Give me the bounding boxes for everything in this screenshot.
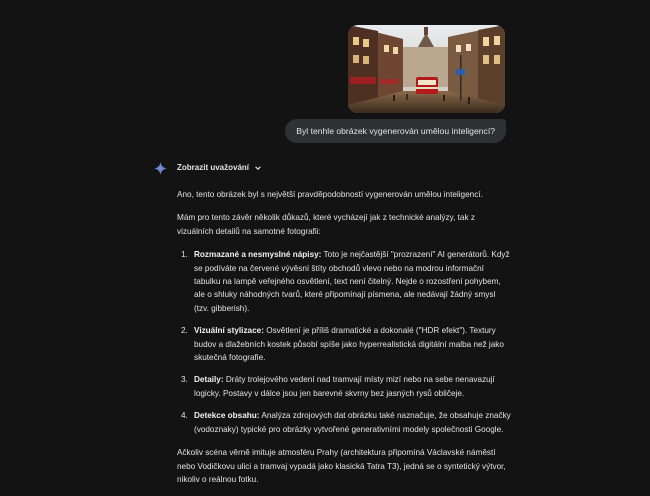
list-number: 3. (181, 375, 188, 385)
list-item-title: Detekce obsahu: (194, 411, 260, 421)
list-number: 1. (181, 250, 188, 260)
list-item-title: Rozmazané a nesmyslné nápisy: (194, 250, 322, 260)
list-item-text: Osvětlení je příliš dramatické a dokonalé ("HDR efekt"). Textury budov a dlažebních kostek působí spíše jako hyperrealistická digitální malba než jako skutečná fotografie. (194, 326, 504, 363)
assistant-response (177, 188, 512, 496)
list-number: 4. (181, 411, 188, 421)
show-thinking-label: Zobrazit uvažování (177, 163, 250, 172)
response-lead: Mám pro tento závěr několik důkazů, které vycházejí jak z technické analýzy, tak z vizuálních detailů na samotné fotografii: (177, 213, 475, 236)
list-item (177, 409, 512, 436)
chevron-down-icon (254, 164, 262, 172)
uploaded-image[interactable] (348, 25, 505, 113)
gemini-spark-icon (154, 162, 167, 175)
list-item-text: Toto je nejčastější "prozrazení" AI generátorů. Když se podíváte na červené vývěsní štíty obchodů vlevo nebo na modrou informační tabulku na lampě veřejného osvětlení, text není čitelný. Nejde o rozostření pohybem, ale o shluky náhodných tvarů, které připomínají písmena, ale nedávají žádný smysl (tzv. gibberish). (194, 250, 510, 313)
list-item (177, 324, 512, 364)
evidence-list (177, 248, 512, 436)
list-item (177, 248, 512, 315)
list-item-text: Dráty trolejového vedení nad tramvají místy mizí nebo na sebe nenavazují logicky. Postavy v dálce jsou jen barevné skvrny bez jasných rysů obličeje. (194, 375, 495, 398)
list-item-title: Detaily: (194, 375, 224, 385)
response-conclusion: Ačkoliv scéna věrně imituje atmosféru Prahy (architektura připomíná Václavské náměstí nebo Vodičkovu ulici a tramvaj vypadá jako klasická Tatra T3), jedná se o syntetický výtvor, nikoliv o reálnou fotku. (177, 448, 506, 484)
response-intro: Ano, tento obrázek byl s největší pravděpodobností vygenerován umělou inteligencí. (177, 190, 483, 199)
user-prompt-bubble (285, 119, 506, 143)
list-item-text: Analýza zdrojových dat obrázku také naznačuje, že obsahuje značky (vodoznaky) typické pro obrázky vytvořené generativními modely společnosti Google. (194, 411, 511, 434)
list-number: 2. (181, 326, 188, 336)
street-photo-illustration (348, 25, 505, 113)
list-item-title: Vizuální stylizace: (194, 326, 264, 336)
user-prompt-text: Byl tenhle obrázek vygenerován umělou inteligencí? (296, 126, 495, 136)
list-item (177, 373, 512, 400)
show-thinking-toggle[interactable] (177, 163, 262, 172)
